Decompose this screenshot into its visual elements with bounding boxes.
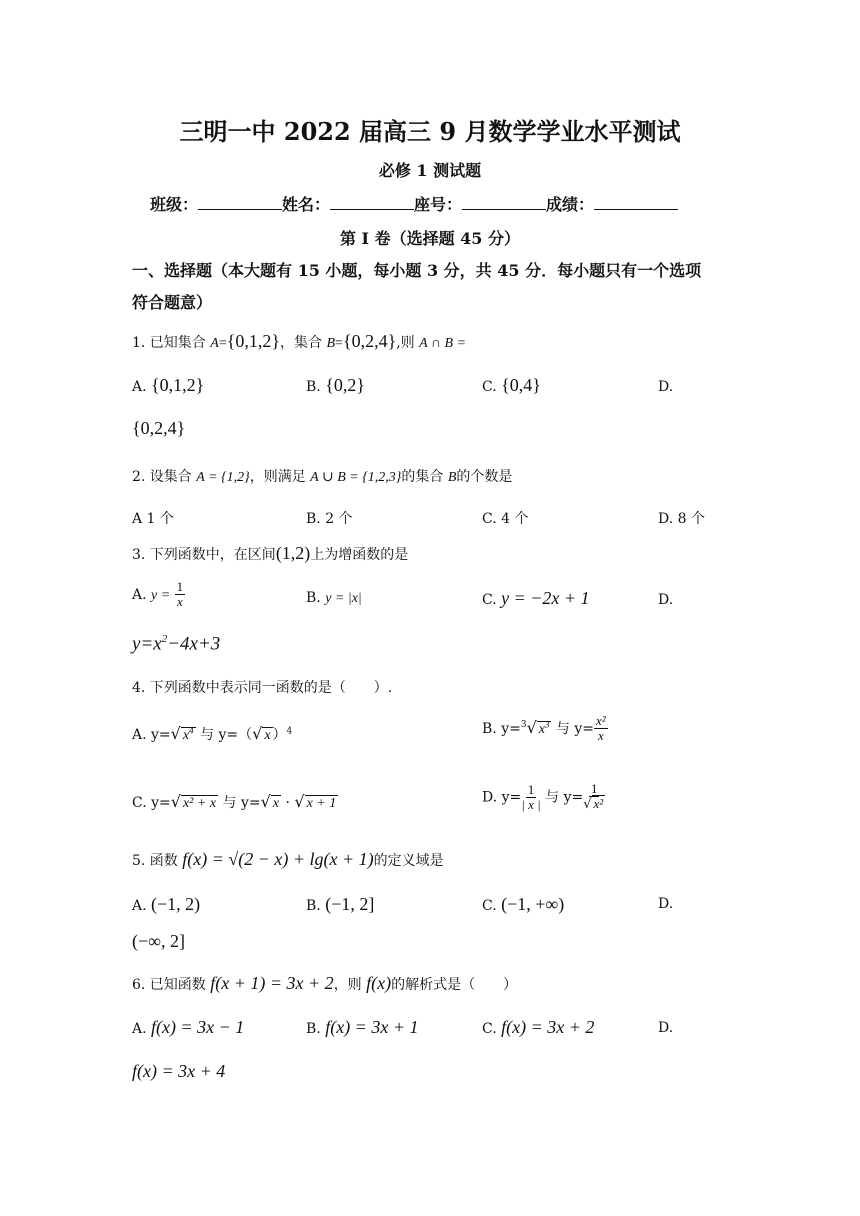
option-label: A.: [132, 379, 147, 395]
radical-icon: √: [294, 792, 305, 811]
class-label: 班级：: [150, 195, 199, 214]
fraction-denominator: x: [177, 594, 183, 610]
q1-option-d-value: {0,2,4}: [132, 418, 186, 438]
q1-option-c[interactable]: [482, 375, 541, 396]
q1-option-b[interactable]: [306, 375, 365, 396]
q3-text2: 上为增函数的是: [310, 547, 409, 563]
option-label: B.: [306, 1021, 321, 1037]
section-heading-line1: 一、选择题（本大题有 15 小题，每小题 3 分，共 45 分．每小题只有一个选项: [132, 261, 702, 280]
option-text: 与 y=: [218, 795, 261, 811]
q2-option-d[interactable]: D. 8 个: [658, 511, 705, 527]
option-label: C.: [482, 1021, 497, 1037]
seat-blank[interactable]: [462, 195, 546, 210]
option-label: C. y=: [132, 795, 171, 811]
radicand: x: [272, 796, 280, 811]
q6-option-c[interactable]: [482, 1017, 594, 1038]
radicand-exponent: 3: [544, 719, 550, 730]
q5-text: 5. 函数: [132, 853, 183, 869]
q1-text2: ，集合: [280, 335, 327, 351]
expr-part: −4x+3: [167, 633, 221, 655]
option-label: A. y=: [132, 727, 171, 743]
q6-option-d[interactable]: [658, 1020, 673, 1036]
part-heading: 第 I 卷（选择题 45 分）: [339, 229, 521, 248]
option-value: y = −2x + 1: [501, 588, 590, 608]
option-label: B. y=: [482, 720, 521, 737]
q2-option-c[interactable]: C. 4 个: [482, 511, 529, 527]
q3-option-a[interactable]: [132, 580, 185, 610]
option-label: C.: [482, 379, 497, 395]
student-info-line: [150, 192, 678, 215]
q1-set-a-value: {0,1,2}: [226, 331, 281, 351]
q6-option-b[interactable]: [306, 1017, 418, 1038]
q1-option-d[interactable]: [658, 379, 673, 395]
q1-eq2: =: [335, 336, 343, 351]
question-5-stem: [132, 849, 444, 870]
option-text: ·: [281, 795, 295, 811]
option-text: 与 y=: [540, 789, 584, 806]
option-value: f(x) = 3x + 1: [325, 1017, 419, 1037]
question-4-stem: 4. 下列函数中表示同一函数的是（ ）.: [132, 680, 393, 696]
section-heading-line2: 符合题意）: [132, 293, 213, 312]
fraction-numerator: 1: [176, 579, 184, 594]
fraction-denominator: [583, 797, 605, 812]
q1-set-b: B: [326, 336, 336, 351]
q6-option-a[interactable]: [132, 1017, 244, 1038]
q5-option-c[interactable]: [482, 894, 564, 915]
exponent: 4: [286, 726, 293, 737]
q5-text2: 的定义域是: [373, 853, 444, 869]
option-text: ）: [272, 727, 287, 743]
option-label: B.: [306, 898, 321, 914]
option-label: D.: [658, 379, 674, 395]
option-value: (−1, 2): [151, 894, 201, 914]
option-label: D.: [658, 896, 674, 912]
fraction: [594, 714, 608, 744]
fraction-numerator: 1: [527, 781, 535, 797]
q1-intersection: A ∩ B =: [419, 336, 467, 351]
option-text: 与 y=: [551, 720, 595, 737]
q1-eq: =: [218, 336, 227, 351]
radicand: x + 1: [306, 796, 337, 811]
option-label: D.: [658, 1020, 674, 1036]
q4-option-c[interactable]: [132, 792, 338, 812]
radicand: x² + x: [182, 796, 217, 811]
option-label: A.: [132, 898, 147, 914]
q1-set-b-value: {0,2,4}: [342, 331, 397, 351]
radical-icon: √: [526, 717, 537, 737]
q5-function: f(x) = √(2 − x) + lg(x + 1): [182, 849, 374, 869]
q2-text4: 的个数是: [456, 469, 513, 485]
option-text: 与 y=（: [195, 727, 253, 743]
option-lhs: y =: [151, 587, 171, 603]
option-label: A.: [132, 1021, 147, 1037]
radical-icon: √: [252, 724, 263, 743]
option-value: f(x) = 3x + 2: [501, 1017, 595, 1037]
q3-option-d-value: [132, 633, 220, 655]
page-subtitle: 必修 1 测试题: [378, 161, 482, 180]
q1-text3: ,则: [396, 335, 420, 351]
q2-set-a: A = {1,2}: [196, 470, 250, 485]
question-1-stem: [132, 331, 466, 352]
score-label: 成绩：: [546, 195, 595, 214]
q6-fx: f(x): [366, 973, 392, 993]
expr-exponent: 2: [161, 633, 168, 645]
q2-text: 2. 设集合: [132, 469, 197, 485]
option-value: {0,2}: [325, 375, 365, 395]
root-index: 3: [520, 720, 527, 731]
q6-text3: 的解析式是（ ）: [391, 977, 518, 993]
q4-option-a[interactable]: [132, 724, 292, 744]
option-label: A.: [132, 586, 147, 603]
fraction: [521, 783, 540, 813]
question-3-stem: [132, 543, 408, 564]
q2-text2: ，则满足: [249, 469, 311, 485]
radical-icon: √: [170, 792, 181, 811]
radicand-exponent: 4: [189, 725, 194, 736]
radicand-base: x: [182, 728, 190, 743]
q6-text: 6. 已知函数: [132, 977, 211, 993]
option-label: D. y=: [482, 789, 522, 806]
q5-option-d-value: (−∞, 2]: [132, 931, 185, 951]
radical-icon: √: [583, 797, 592, 813]
q2-option-b[interactable]: B. 2 个: [306, 511, 353, 527]
fraction-denominator: | x |: [521, 796, 541, 812]
option-label: C.: [482, 592, 497, 608]
q4-option-d[interactable]: [482, 782, 605, 813]
q3-text: 3. 下列函数中，在区间: [132, 547, 276, 563]
score-blank[interactable]: [594, 195, 678, 210]
question-2-stem: [132, 466, 512, 486]
fraction-numerator: x²: [596, 713, 606, 728]
q3-interval: (1,2): [275, 543, 311, 563]
question-6-stem: [132, 973, 517, 994]
option-value: {0,4}: [501, 375, 541, 395]
fraction-numerator: 1: [590, 781, 598, 796]
option-label: C.: [482, 898, 497, 914]
q2-option-a[interactable]: A 1 个: [132, 511, 174, 527]
fraction: [175, 580, 186, 610]
radicand: [537, 721, 552, 737]
option-value: {0,1,2}: [151, 375, 205, 395]
q3-option-d[interactable]: [658, 592, 673, 608]
expr-part: y=x: [132, 633, 162, 655]
q2-set-b: B: [447, 470, 457, 485]
q5-option-d[interactable]: [658, 896, 673, 912]
q3-option-c[interactable]: [482, 588, 590, 609]
radical-icon: √: [170, 724, 181, 743]
q5-option-b[interactable]: [306, 894, 374, 915]
q5-option-a[interactable]: [132, 894, 200, 915]
q6-function: f(x + 1) = 3x + 2: [210, 973, 334, 993]
option-value: f(x) = 3x − 1: [151, 1017, 245, 1037]
option-label: D.: [658, 592, 674, 608]
option-value: (−1, +∞): [501, 894, 565, 914]
radical-icon: √: [260, 792, 271, 811]
q1-option-a[interactable]: [132, 375, 204, 396]
q1-text: 1. 已知集合: [132, 335, 211, 351]
option-label: B.: [306, 590, 321, 606]
radicand: [181, 727, 196, 743]
class-blank[interactable]: [198, 195, 282, 210]
name-label: 姓名：: [282, 195, 331, 214]
q2-text3: 的集合: [401, 469, 448, 485]
seat-label: 座号：: [414, 195, 463, 214]
name-blank[interactable]: [330, 195, 414, 210]
q4-option-b[interactable]: [482, 714, 608, 744]
option-label: B.: [306, 379, 321, 395]
q2-union: A ∪ B = {1,2,3}: [310, 470, 402, 485]
q6-text2: ，则: [333, 977, 367, 993]
fraction-denominator: x: [597, 728, 604, 744]
fraction: [583, 782, 605, 813]
option-value: y = |x|: [325, 591, 362, 606]
q1-set-a: A: [210, 336, 219, 351]
q3-option-b[interactable]: [306, 590, 362, 607]
radicand: x: [264, 728, 271, 743]
radicand-base: x: [538, 721, 545, 737]
radicand: x²: [593, 796, 604, 812]
page-title: 三明一中 2022 届高三 9 月数学学业水平测试: [179, 117, 681, 146]
q6-option-d-value: f(x) = 3x + 4: [132, 1061, 226, 1081]
option-value: (−1, 2]: [325, 894, 375, 914]
